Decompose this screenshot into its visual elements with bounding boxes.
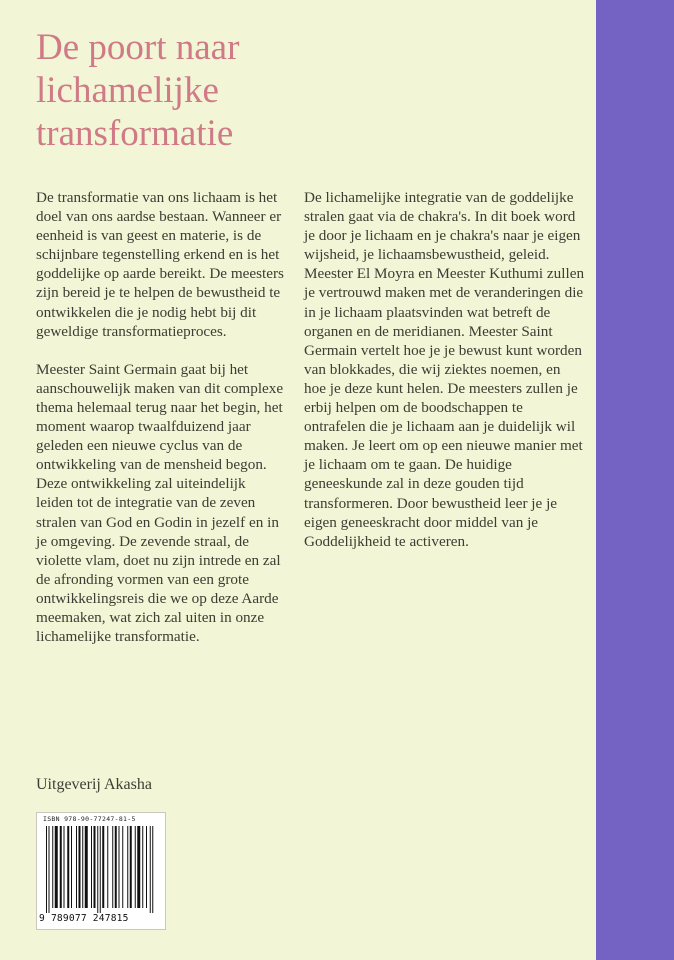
barcode-digits: 9 789077 247815 [39, 913, 129, 924]
barcode-bar [64, 826, 65, 908]
blurb-paragraph: Meester Saint Germain gaat bij het aanschouwelijk maken van dit complexe thema helemaal terug naar het begin, het moment waarop twaalfduizend jaar geleden een nieuwe cyclus van de ontwikkeling van de mensheid begon. Deze ontwikkeling zal uiteindelijk leiden tot de integratie van de zeven stralen van God en Godin in jezelf en in je omgeving. De zevende straal, de violette vlam, doet nu zijn intrede en zal de afronding vormen van een grote ontwikkelingsreis die we op deze Aarde meemaken, wat zich zal uiten in onze lichamelijke transformatie. [36, 360, 284, 646]
blurb-paragraph: De transformatie van ons lichaam is het doel van ons aardse bestaan. Wanneer er eenheid is van geest en materie, is de schijnbare tegenstelling erkend en is het goddelijke op aarde bereikt. De meesters zijn bereid je te helpen de bewustheid te ontwikkelen die je nodig hebt bij dit geweldige transformatieproces. [36, 189, 284, 340]
barcode-bar [142, 826, 143, 908]
barcode-bar [85, 826, 88, 908]
book-title [36, 26, 456, 155]
barcode-bar [79, 826, 81, 908]
barcode-bar [82, 826, 83, 908]
barcode-bar [107, 826, 108, 908]
barcode-bar [122, 826, 123, 908]
blurb-paragraph: De lichamelijke integratie van de goddelijke stralen gaat via de chakra's. In dit boek word je door je lichaam en je chakra's naar je eigen wijsheid, je lichaamsbewustheid, geleid. Meester El Moyra en Meester Kuthumi zullen je vertrouwd maken met de veranderingen die in je lichaam plaatsvinden wat betreft de organen en de meridianen. Meester Saint Germain vertelt hoe je je bewust kunt worden van blokkades, die wij ziektes noemen, en hoe je deze kunt helen. De meesters zullen je erbij helpen om de boodschappen te ontrafelen die je lichaam aan je duidelijk wil maken. Je leert om op een nieuwe manier met je lichaam om te gaan. De huidige geneeskunde zal in deze gouden tijd transformeren. Door bewustheid leer je je eigen geneeskracht door middel van je Goddelijkheid te activeren. [304, 189, 585, 550]
barcode-bar [91, 826, 92, 908]
barcode-bar [71, 826, 72, 908]
title-line: lichamelijke [36, 70, 219, 111]
barcode-bar [76, 826, 77, 908]
barcode-bar [67, 826, 69, 908]
publisher-name: Uitgeverij Akasha [36, 776, 152, 793]
title-line: De poort naar [36, 27, 240, 68]
barcode-bar [150, 826, 151, 913]
spine-color-band [596, 0, 674, 960]
barcode-bar [119, 826, 120, 908]
barcode-bars [45, 826, 159, 913]
barcode-bar [46, 826, 47, 913]
barcode-bar [97, 826, 98, 913]
barcode-bar [49, 826, 50, 913]
barcode-bar [115, 826, 117, 908]
isbn-label: ISBN 978-90-77247-81-5 [43, 815, 136, 823]
barcode-bar [55, 826, 58, 908]
barcode-bar [102, 826, 104, 908]
barcode-bar [135, 826, 136, 908]
barcode-bar [52, 826, 53, 908]
barcode-bar [130, 826, 132, 908]
barcode-bar [94, 826, 96, 908]
blurb-left-column [36, 188, 286, 665]
barcode-bar [60, 826, 62, 908]
barcode [36, 812, 166, 930]
title-line: transformatie [36, 113, 234, 154]
barcode-bar [152, 826, 153, 913]
barcode-bar [112, 826, 113, 908]
blurb-right-column [304, 188, 586, 570]
barcode-bar [137, 826, 140, 908]
barcode-bar [100, 826, 101, 913]
barcode-bar [146, 826, 147, 908]
barcode-bar [127, 826, 128, 908]
